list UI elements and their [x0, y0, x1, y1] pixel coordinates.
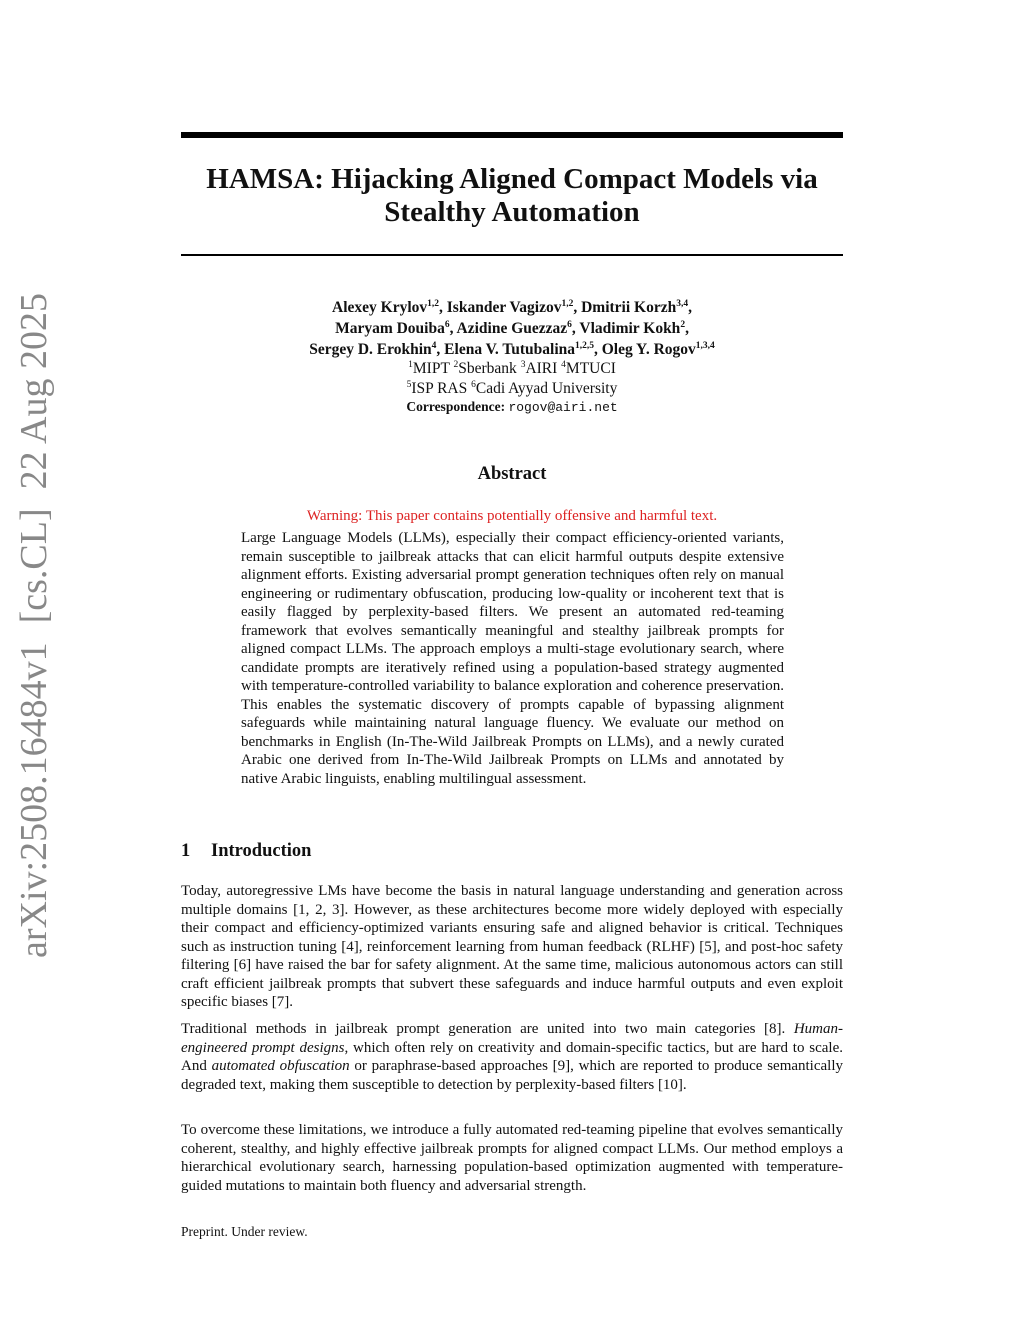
affiliation-number: 6 — [471, 379, 476, 390]
content-warning: Warning: This paper contains potentially offensive and harmful text. — [306, 508, 718, 524]
paper-title — [181, 163, 843, 229]
abstract-heading: Abstract — [477, 464, 547, 484]
preprint-note: Preprint. Under review. — [181, 1224, 308, 1239]
affiliation-name: MIPT — [412, 360, 454, 377]
affiliation-line — [181, 379, 843, 399]
correspondence-label: Correspondence: — [406, 399, 506, 414]
author-affiliation-mark: 2 — [680, 319, 686, 330]
affiliation-name: Cadi Ayyad University — [475, 380, 618, 397]
affiliation-list — [181, 359, 843, 399]
affiliation-name: Sberbank — [458, 360, 521, 377]
author-name: Vladimir Kokh — [579, 320, 681, 337]
author-name: Dmitrii Korzh — [581, 299, 677, 316]
author-affiliation-mark: 1,2 — [561, 298, 574, 309]
paper-title-line-1: HAMSA: Hijacking Aligned Compact Models via — [206, 163, 818, 195]
author-affiliation-mark: 1,2,5 — [575, 340, 594, 351]
affiliation-number: 3 — [520, 359, 526, 370]
author-affiliation-mark: 4 — [431, 340, 437, 351]
author-name: Alexey Krylov — [332, 299, 428, 316]
intro-paragraph-2: Traditional methods in jailbreak prompt generation are united into two main categories [8]. Human-engineered prompt designs, which often rely on creativity and domain-specific tactics, but are hard to scale. And automated obfuscation or paraphrase-based approaches [9], which are reported to produce semantically degraded text, making them susceptible to detection by perplexity-based filters [10]. — [181, 1021, 844, 1093]
affiliation-name: ISP RAS — [411, 380, 472, 397]
affiliation-number: 5 — [406, 379, 412, 390]
author-line: Maryam Douiba$^6$, Azidine Guezzaz$^6$, Vladimir Kokh$^2$, — [335, 319, 689, 337]
author-name: Iskander Vagizov — [446, 299, 562, 316]
author-affiliation-mark: 3,4 — [676, 298, 689, 309]
correspondence — [181, 399, 843, 415]
abstract-text: Large Language Models (LLMs), especially their compact efficiency-oriented variants, remain susceptible to jailbreak attacks that can elicit harmful outputs despite extensive alignment efforts. Existing adversarial prompt generation techniques often rely on manual engineering or rudimentary obfuscation, producing low-quality or incoherent text that is easily flagged by perplexity-based filters. We present an automated red-teaming framework that evolves semantically meaningful and stealthy jailbreak prompts for aligned compact LLMs. The approach employs a multi-stage evolutionary search, where candidate prompts are iteratively refined using a population-based strategy augmented with temperature-controlled variability to balance exploration and coherence preservation. This enables the systematic discovery of prompts capable of bypassing alignment safeguards while maintaining natural language fluency. We evaluate our method on benchmarks in English (In-The-Wild Jailbreak Prompts on LLMs), and a newly curated Arabic one derived from In-The-Wild Jailbreak Prompts on LLMs and annotated by native Arabic linguists, enabling multilingual assessment. — [241, 530, 784, 787]
affiliation-name: MTUCI — [565, 360, 616, 377]
author-name: Sergey D. Erokhin — [309, 341, 432, 358]
author-line: Sergey D. Erokhin$^4$, Elena V. Tutubalina$^{1,2,5}$, Oleg Y. Rogov$^{1,3,4}$ — [309, 340, 715, 358]
author-affiliation-mark: 1,3,4 — [695, 340, 715, 351]
emphasis-human-engineered: Human-engineered prompt designs — [181, 1021, 843, 1056]
arxiv-identifier: arXiv:2508.16484v1 [cs.CL] 22 Aug 2025 — [13, 293, 55, 958]
section-number: 1 — [181, 841, 191, 861]
emphasis-automated-obfuscation: automated obfuscation — [211, 1058, 350, 1074]
section-heading-introduction — [181, 841, 311, 862]
title-bottom-rule — [181, 254, 843, 256]
intro-paragraph-3: To overcome these limitations, we introduce a fully automated red-teaming pipeline that evolves semantically coherent, stealthy, and highly effective jailbreak prompts for aligned compact LLMs. Our method employs a hierarchical evolutionary search, harnessing population-based optimization augmented with temperature-guided mutations to maintain both fluency and adversarial strength. — [181, 1122, 843, 1194]
section-title: Introduction — [211, 841, 312, 861]
paper-title-line-2: Stealthy Automation — [384, 196, 640, 228]
affiliation-number: 4 — [561, 359, 566, 370]
correspondence-email[interactable]: rogov@airi.net — [508, 400, 618, 415]
intro-paragraph-1: Today, autoregressive LMs have become the basis in natural language understanding and generation across multiple domains [1, 2, 3]. However, as these architectures become more widely deployed with especially their compact and efficiency-optimized variants ensuring safe and aligned behavior is critical. Techniques such as instruction tuning [4], reinforcement learning from human feedback (RLHF) [5], and post-hoc safety filtering [6] have raised the bar for safety alignment. At the same time, malicious autonomous actors can still craft efficient jailbreak prompts that subvert these safeguards and induce harmful outputs and even exploit specific biases [7]. — [181, 883, 843, 1010]
author-affiliation-mark: 1,2 — [427, 298, 440, 309]
author-name: Azidine Guezzaz — [456, 320, 568, 337]
affiliation-number: 2 — [453, 359, 459, 370]
author-name: Maryam Douiba — [335, 320, 445, 337]
affiliation-line — [181, 359, 843, 379]
affiliation-name: AIRI — [525, 360, 562, 377]
title-top-rule — [181, 132, 843, 138]
author-name: Oleg Y. Rogov — [601, 341, 696, 358]
author-affiliation-mark: 6 — [444, 319, 450, 330]
author-line: Alexey Krylov$^{1,2}$, Iskander Vagizov$^{1,2}$, Dmitrii Korzh$^{3,4}$, — [332, 298, 692, 316]
author-name: Elena V. Tutubalina — [444, 341, 575, 358]
affiliation-number: 1 — [408, 359, 413, 370]
author-list — [181, 297, 843, 360]
author-affiliation-mark: 6 — [567, 319, 572, 330]
